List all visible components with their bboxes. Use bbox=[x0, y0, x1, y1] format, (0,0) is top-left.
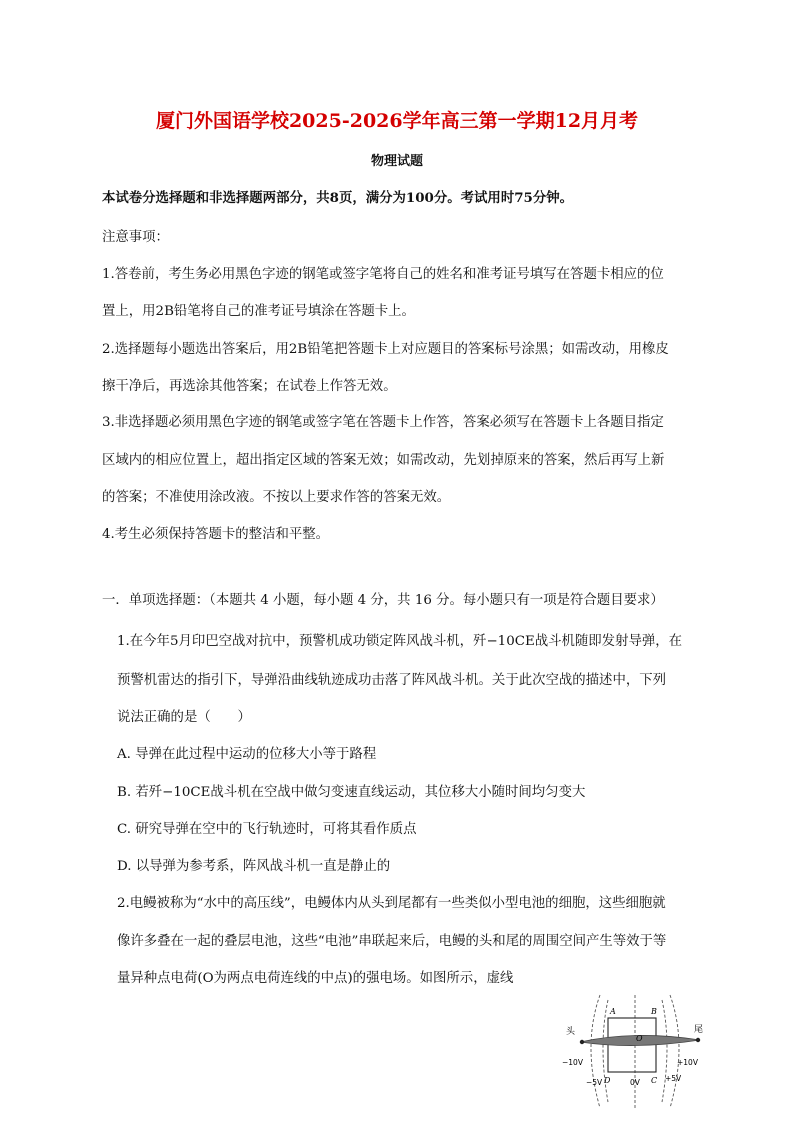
note-line: 3.非选择题必须用黑色字迹的钢笔或签字笔在答题卡上作答，答案必须写在答题卡上各题目指定 bbox=[102, 415, 664, 430]
label-d: D bbox=[604, 1076, 611, 1085]
question-1-option-b: B. 若歼−10CE战斗机在空战中做匀变速直线运动，其位移大小随时间均匀变大 bbox=[117, 785, 586, 800]
exam-intro: 本试卷分选择题和非选择题两部分，共8页，满分为100分。考试用时75分钟。 bbox=[102, 190, 574, 206]
voltage-plus-5: +5V bbox=[665, 1074, 682, 1083]
label-c: C bbox=[651, 1076, 658, 1085]
label-head: 头 bbox=[566, 1027, 576, 1037]
voltage-minus-10: −10V bbox=[562, 1058, 583, 1067]
question-1-option-c: C. 研究导弹在空中的飞行轨迹时，可将其看作质点 bbox=[117, 822, 417, 837]
note-line: 的答案；不准使用涂改液。不按以上要求作答的答案无效。 bbox=[102, 490, 451, 505]
equipotential-right-inner bbox=[662, 1000, 667, 1102]
note-line: 1.答卷前，考生务必用黑色字迹的钢笔或签字笔将自己的姓名和准考证号填写在答题卡相应的位 bbox=[102, 267, 664, 282]
exam-subtitle: 物理试题 bbox=[370, 154, 423, 169]
section-heading: 一．单项选择题：（本题共 4 小题，每小题 4 分，共 16 分。每小题只有一项是符合题目要求） bbox=[102, 593, 664, 608]
question-2-line: 量异种点电荷(O为两点电荷连线的中点)的强电场。如图所示，虚线 bbox=[117, 971, 514, 986]
question-1-line: 预警机雷达的指引下，导弹沿曲线轨迹成功击落了阵风战斗机。关于此次空战的描述中，下列 bbox=[117, 673, 667, 688]
eel-tail-dot bbox=[696, 1038, 700, 1042]
question-1-option-a: A. 导弹在此过程中运动的位移大小等于路程 bbox=[117, 747, 377, 762]
note-line: 区域内的相应位置上，超出指定区域的答案无效；如需改动，先划掉原来的答案，然后再写上新 bbox=[102, 453, 665, 468]
note-line: 置上，用2B铅笔将自己的准考证号填涂在答题卡上。 bbox=[102, 304, 415, 319]
question-2-line: 像许多叠在一起的叠层电池，这些“电池”串联起来后，电鳗的头和尾的周围空间产生等效于等 bbox=[117, 934, 667, 949]
voltage-minus-5: −5V bbox=[586, 1078, 603, 1087]
label-tail: 尾 bbox=[694, 1025, 704, 1035]
label-b: B bbox=[651, 1007, 657, 1016]
label-a: A bbox=[610, 1007, 616, 1016]
exam-title: 厦门外国语学校2025-2026学年高三第一学期12月月考 bbox=[155, 110, 639, 132]
voltage-plus-10: +10V bbox=[677, 1058, 698, 1067]
equipotential-left-outer bbox=[591, 995, 600, 1108]
electric-eel-field-figure bbox=[560, 990, 710, 1120]
question-1-line: 1.在今年5月印巴空战对抗中，预警机成功锁定阵风战斗机，歼−10CE战斗机随即发射导弹，在 bbox=[117, 634, 683, 649]
label-o: O bbox=[636, 1034, 643, 1043]
eel-head-dot bbox=[580, 1040, 584, 1044]
voltage-zero: 0V bbox=[630, 1078, 640, 1087]
note-line: 4.考生必须保持答题卡的整洁和平整。 bbox=[102, 527, 330, 542]
question-1-option-d: D. 以导弹为参考系，阵风战斗机一直是静止的 bbox=[117, 859, 391, 874]
note-line: 擦干净后，再选涂其他答案；在试卷上作答无效。 bbox=[102, 379, 397, 394]
question-2-line: 2.电鳗被称为“水中的高压线”，电鳗体内从头到尾都有一些类似小型电池的细胞，这些细胞就 bbox=[117, 896, 666, 911]
equipotential-left-inner bbox=[603, 1000, 608, 1102]
notes-heading: 注意事项： bbox=[102, 230, 169, 245]
question-1-line: 说法正确的是（ ） bbox=[117, 710, 251, 725]
equipotential-right-outer bbox=[670, 995, 679, 1108]
note-line: 2.选择题每小题选出答案后，用2B铅笔把答题卡上对应题目的答案标号涂黑；如需改动，用橡皮 bbox=[102, 342, 669, 357]
